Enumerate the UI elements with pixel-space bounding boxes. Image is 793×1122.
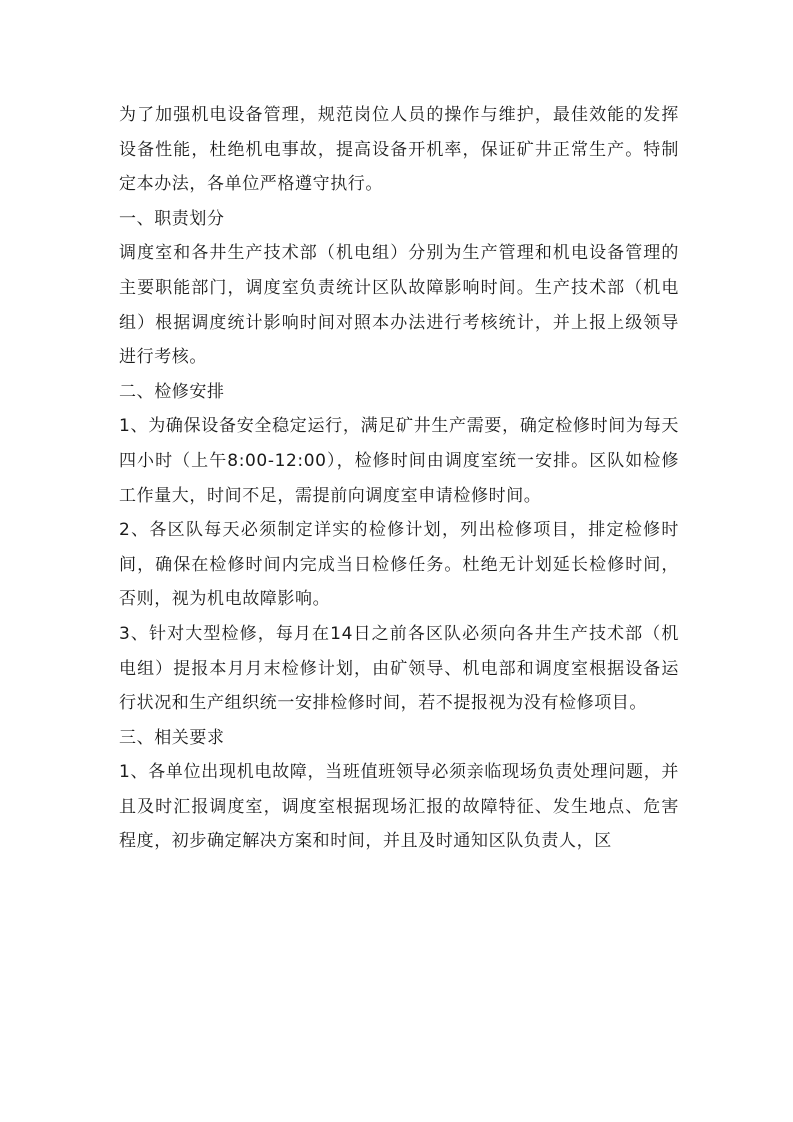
responsibilities-paragraph: 调度室和各井生产技术部（机电组）分别为生产管理和机电设备管理的主要职能部门，调度室负责统计区队故障影响时间。生产技术部（机电组）根据调度统计影响时间对照本办法进行考核统计，并上报上级领导进行考核。	[119, 243, 679, 368]
maintenance-item-1: 1、为确保设备安全稳定运行，满足矿井生产需要，确定检修时间为每天四小时（上午8:00-12:00），检修时间由调度室统一安排。区队如检修工作量大，时间不足，需提前向调度室申请检修时间。	[119, 416, 679, 506]
requirements-item-1: 1、各单位出现机电故障，当班值班领导必须亲临现场负责处理问题，并且及时汇报调度室，调度室根据现场汇报的故障特征、发生地点、危害程度，初步确定解决方案和时间，并且及时通知区队负责人，区	[119, 762, 679, 852]
maintenance-item-3: 3、针对大型检修，每月在14日之前各区队必须向各井生产技术部（机电组）提报本月月末检修计划，由矿领导、机电部和调度室根据设备运行状况和生产组织统一安排检修时间，若不提报视为没有检修项目。	[119, 623, 679, 714]
maintenance-item-2: 2、各区队每天必须制定详实的检修计划，列出检修项目，排定检修时间，确保在检修时间内完成当日检修任务。杜绝无计划延长检修时间，否则，视为机电故障影响。	[119, 520, 679, 610]
section-heading-maintenance: 二、检修安排	[119, 381, 225, 402]
section-heading-requirements: 三、相关要求	[119, 727, 225, 748]
document-body	[119, 98, 679, 859]
intro-paragraph: 为了加强机电设备管理，规范岗位人员的操作与维护，最佳效能的发挥设备性能，杜绝机电事故，提高设备开机率，保证矿井正常生产。特制定本办法，各单位严格遵守执行。	[119, 105, 679, 195]
section-heading-responsibilities: 一、职责划分	[119, 208, 225, 229]
